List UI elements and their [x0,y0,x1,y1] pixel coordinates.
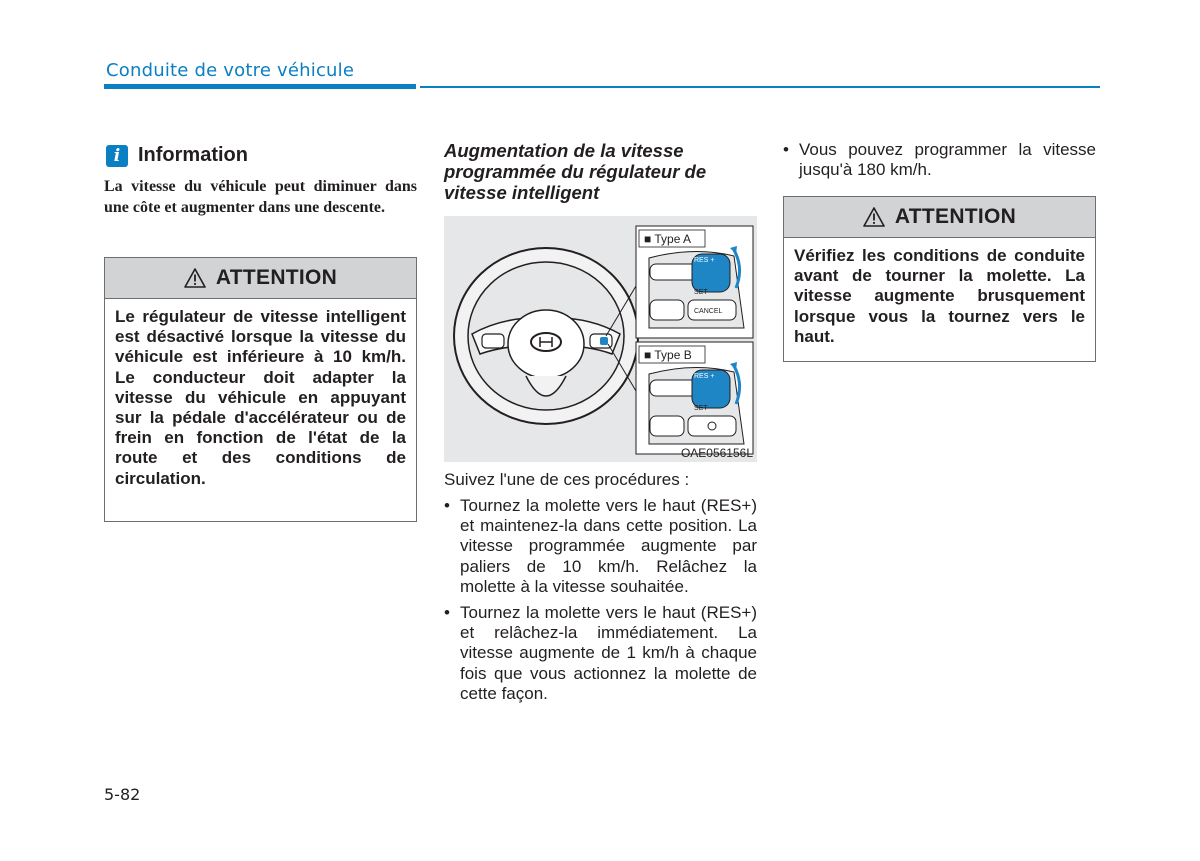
page-number: 5-82 [104,785,141,804]
steering-wheel-figure [444,216,757,462]
info-icon: i [106,145,128,167]
attention-title: ATTENTION [894,205,1017,228]
info-body: La vitesse du véhicule peut diminuer dans une côte et augmenter dans une descente. [104,178,417,216]
procedure-list [444,496,757,710]
steering-wheel-illustration [444,216,757,462]
attention-header [784,197,1095,238]
list-item: • Vous pouvez programmer la vitesse jusqu'à 180 km/h. [783,140,1096,180]
attention-header [105,258,416,299]
subsection-heading: Augmentation de la vitesse programmée du régulateur de vitesse intelligent [444,140,707,203]
set-label-a: SET – [694,289,714,296]
attention-title: ATTENTION [215,266,338,289]
res-label-b: RES + [694,373,715,380]
list-item: • Tournez la molette vers le haut (RES+) et relâchez-la immédiatement. La vitesse augmente de 1 km/h à chaque fois que vous actionnez la molette de cette façon. [444,603,757,704]
attention-body: Vérifiez les conditions de conduite avant de tourner la molette. La vitesse augmente brusquement lorsque vous la tournez vers le haut. [794,246,1085,346]
attention-box-2 [783,196,1096,362]
header-rule-thin [420,86,1100,88]
section-title: Conduite de votre véhicule [106,60,355,81]
attention-box-1 [104,257,417,522]
attention-body: Le régulateur de vitesse intelligent est désactivé lorsque la vitesse du véhicule est inférieure à 10 km/h. Le conducteur doit adapter la vitesse du véhicule en appuyant sur la pédale d'accélérateur ou de frein en fonction de l'état de la route et des conditions de circulation. [115,307,406,488]
info-heading [106,144,248,167]
warning-triangle-icon [184,268,206,288]
list-item: • Tournez la molette vers le haut (RES+) et maintenez-la dans cette position. La vitesse programmée augmente par paliers de 10 km/h. Relâchez la molette à la vitesse souhaitée. [444,496,757,597]
speed-limit-list [783,140,1096,180]
figure-code: OAE056156L [680,446,753,460]
procedure-intro: Suivez l'une de ces procédures : [444,470,690,489]
header-rule-thick [104,84,416,89]
info-title: Information [138,144,248,166]
set-label-b: SET – [694,405,714,412]
res-label-a: RES + [694,257,715,264]
warning-triangle-icon [863,207,885,227]
type-b-label: ■ Type B [644,348,692,362]
cancel-label: CANCEL [694,308,723,315]
type-a-label: ■ Type A [644,232,692,246]
